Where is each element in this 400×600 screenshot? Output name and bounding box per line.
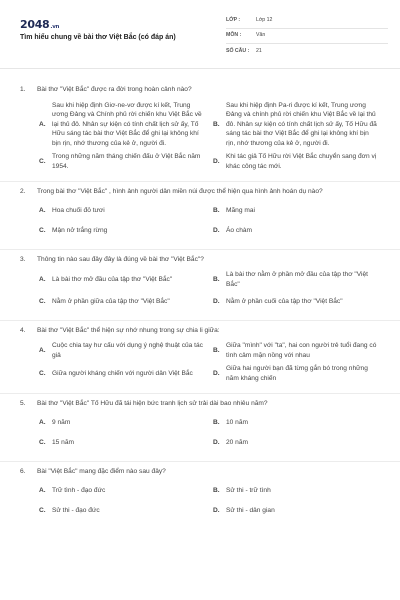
- option-text: Sử thi - dân gian: [226, 506, 275, 514]
- option-a[interactable]: [37, 339, 211, 362]
- question-text: Bài thơ "Việt Bắc" được ra đời trong hoàn cảnh nào?: [37, 86, 192, 93]
- info-label: MÔN :: [226, 32, 242, 39]
- option-text: Sau khi hiệp định Pa-ri được kí kết, Trung ương Đảng và chính phủ rời chiến khu Việt Bắc về lại thủ đô. Nhân sự kiện có tính chất lịch sử ấy, Tố Hữu đã sáng tác bài thơ Việt Bắc để ghi lại không khí bịn rịn, nhớ thương của kẻ ở, người đi.: [226, 101, 377, 147]
- option-letter: C.: [39, 297, 46, 305]
- option-text: Là bài thơ nằm ở phần mở đầu của tập thơ "Việt Bắc": [226, 271, 368, 289]
- question-item: [0, 393, 400, 461]
- logo-text: 2048: [20, 18, 50, 31]
- question-item: [0, 80, 400, 181]
- option-text: Trữ tình - đạo đức: [52, 486, 106, 494]
- option-text: Mận nở trắng rừng: [52, 227, 108, 235]
- option-text: Áo chàm: [226, 227, 253, 235]
- option-d[interactable]: [211, 500, 385, 520]
- option-b[interactable]: [211, 480, 385, 500]
- option-letter: B.: [213, 419, 220, 427]
- option-c[interactable]: [37, 150, 211, 173]
- option-text: Trong những năm tháng chiến đấu ở Việt Bắc năm 1954.: [52, 153, 201, 170]
- option-letter: D.: [213, 158, 220, 166]
- option-d[interactable]: [211, 292, 385, 312]
- question-list: [0, 80, 400, 528]
- info-value: Lớp 12: [256, 17, 273, 24]
- option-text: Mãng mai: [226, 207, 255, 215]
- option-d[interactable]: [211, 150, 385, 173]
- option-text: Sau khi hiệp định Giơ-ne-vơ được kí kết, Trung ương Đảng và Chính phủ rời chiến khu Việt Bắc về lại thủ đô. Nhân sự kiện có tính chất lịch sử ấy, Tố Hữu sáng tác bài thơ Việt Bắc để ghi lại không khí bịn rịn, nhớ thương của kẻ ở, người đi.: [52, 101, 202, 147]
- option-d[interactable]: [211, 362, 385, 385]
- info-label: SỐ CÂU :: [226, 47, 250, 54]
- option-letter: C.: [39, 506, 46, 514]
- question-item: [0, 461, 400, 529]
- info-row-subject: [226, 29, 388, 44]
- question-number: 6.: [20, 467, 26, 475]
- option-letter: B.: [213, 346, 220, 354]
- option-letter: D.: [213, 297, 220, 305]
- option-text: 20 năm: [226, 439, 248, 447]
- option-text: Nằm ở phần giữa của tập thơ "Việt Bắc": [52, 297, 170, 305]
- option-text: Giữa "mình" với "ta", hai con người trẻ tuổi đang có tình cảm mặn nồng với nhau: [226, 342, 377, 359]
- option-b[interactable]: [211, 268, 385, 291]
- info-row-count: [226, 44, 388, 59]
- option-b[interactable]: [211, 339, 385, 362]
- option-letter: D.: [213, 439, 220, 447]
- option-text: 15 năm: [52, 439, 74, 447]
- question-text: Thông tin nào sau đây đây là đúng về bài thơ "Việt Bắc"?: [37, 255, 204, 263]
- question-text: Bài "Việt Bắc" mang đặc điểm nào sau đây?: [37, 467, 166, 475]
- option-letter: A.: [39, 276, 46, 284]
- option-text: Hoa chuối đỏ tươi: [52, 207, 105, 215]
- question-text: Trong bài thơ "Việt Bắc" , hình ảnh người dân miền núi được thể hiện qua hình ảnh hoán dụ nào?: [37, 188, 323, 196]
- option-letter: C.: [39, 158, 46, 166]
- site-logo[interactable]: [20, 17, 59, 33]
- option-a[interactable]: [37, 268, 211, 291]
- question-item: [0, 249, 400, 320]
- option-a[interactable]: [37, 413, 211, 433]
- question-number: 5.: [20, 400, 26, 408]
- option-d[interactable]: [211, 433, 385, 453]
- question-number: 1.: [20, 86, 26, 93]
- info-value: Văn: [256, 32, 266, 39]
- option-b[interactable]: [211, 201, 385, 221]
- option-b[interactable]: [211, 413, 385, 433]
- option-c[interactable]: [37, 292, 211, 312]
- option-c[interactable]: [37, 500, 211, 520]
- option-b[interactable]: [211, 99, 385, 151]
- info-table: [226, 14, 388, 59]
- option-c[interactable]: [37, 433, 211, 453]
- question-number: 3.: [20, 255, 26, 263]
- option-text: Giữa hai người bạn đã từng gắn bó trong những năm kháng chiến: [226, 365, 368, 382]
- document-title: Tìm hiểu chung về bài thơ Việt Bắc (có đáp án): [20, 34, 176, 41]
- option-letter: B.: [213, 120, 220, 128]
- option-text: Cuộc chia tay hư cấu với dụng ý nghệ thuật của tác giả: [52, 342, 203, 359]
- option-letter: C.: [39, 227, 46, 235]
- option-d[interactable]: [211, 221, 385, 241]
- option-text: Khi tác giả Tố Hữu rời Việt Bắc chuyển sang đơn vị khác công tác mới.: [226, 153, 377, 170]
- option-letter: A.: [39, 207, 46, 215]
- question-item: [0, 181, 400, 249]
- info-label: LỚP :: [226, 17, 241, 24]
- question-text: Bài thơ "Việt Bắc" Tố Hữu đã tái hiện bức tranh lịch sử trải dài bao nhiêu năm?: [37, 400, 268, 408]
- option-letter: D.: [213, 227, 220, 235]
- option-text: Sử thi - đạo đức: [52, 506, 100, 514]
- option-text: Nằm ở phần cuối của tập thơ "Việt Bắc": [226, 297, 343, 305]
- question-number: 4.: [20, 326, 26, 334]
- question-text: Bài thơ "Việt Bắc" thể hiện sự nhớ nhung trong sự chia li giữa:: [37, 326, 220, 334]
- page-header: [0, 0, 400, 62]
- option-letter: C.: [39, 439, 46, 447]
- option-letter: A.: [39, 120, 46, 128]
- option-c[interactable]: [37, 221, 211, 241]
- option-a[interactable]: [37, 99, 211, 151]
- option-a[interactable]: [37, 480, 211, 500]
- option-letter: D.: [213, 369, 220, 377]
- option-text: Là bài thơ mở đầu của tập thơ "Việt Bắc": [52, 276, 173, 284]
- logo-tld: .vn: [50, 24, 60, 30]
- question-item: [0, 320, 400, 394]
- option-letter: C.: [39, 369, 46, 377]
- option-text: Giữa người kháng chiến với người dân Việt Bắc: [52, 369, 193, 377]
- option-text: 9 năm: [52, 419, 71, 427]
- option-letter: B.: [213, 207, 220, 215]
- info-value: 21: [256, 47, 262, 54]
- header-divider: [0, 68, 400, 69]
- option-text: Sử thi - trữ tình: [226, 486, 271, 494]
- option-letter: A.: [39, 346, 46, 354]
- option-letter: B.: [213, 276, 220, 284]
- info-row-grade: [226, 14, 388, 29]
- option-letter: A.: [39, 486, 46, 494]
- option-letter: D.: [213, 506, 220, 514]
- option-letter: A.: [39, 419, 46, 427]
- option-c[interactable]: [37, 362, 211, 385]
- question-number: 2.: [20, 188, 26, 196]
- option-a[interactable]: [37, 201, 211, 221]
- option-letter: B.: [213, 486, 220, 494]
- option-text: 10 năm: [226, 419, 248, 427]
